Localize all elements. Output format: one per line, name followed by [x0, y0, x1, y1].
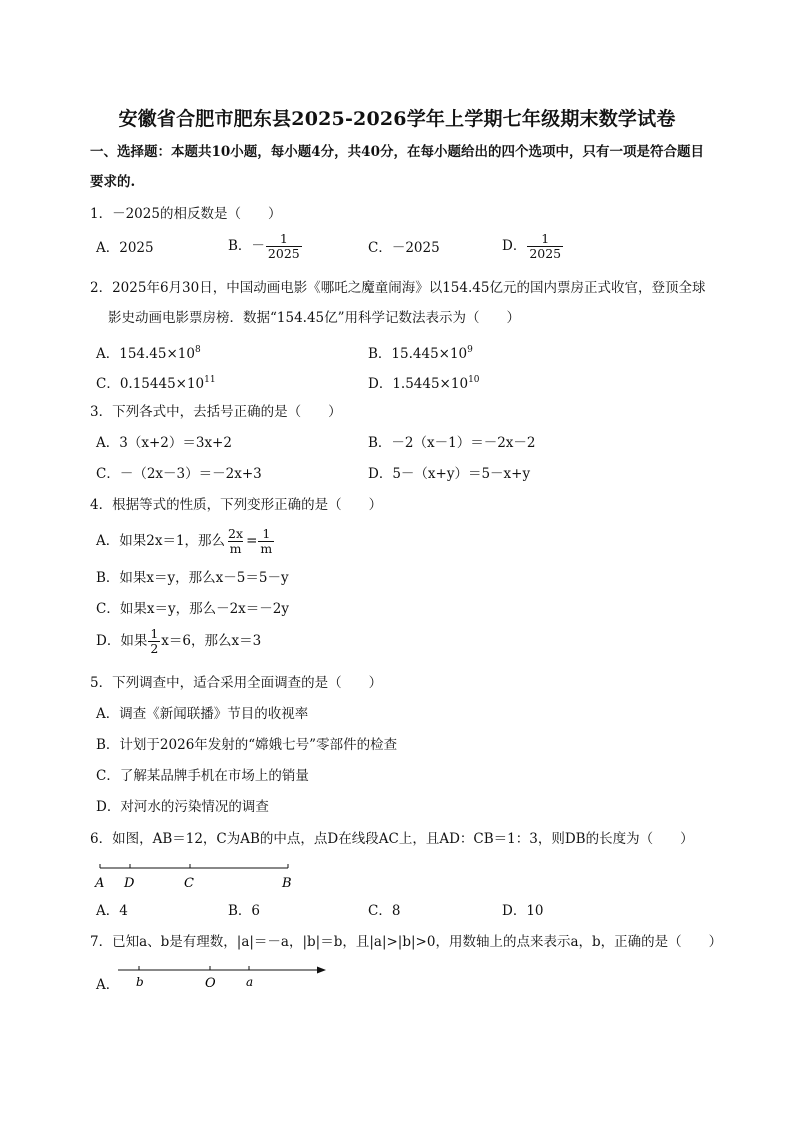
q7-number-line-a	[116, 962, 331, 992]
exponent: 9	[467, 345, 473, 355]
fraction-numerator: 1	[541, 231, 550, 246]
q4-option-d-fraction	[148, 627, 160, 656]
q5-option-d: D．对河水的污染情况的调查	[96, 799, 269, 815]
q2-option-a-text: A．154.45×10	[96, 346, 195, 362]
section-heading-cont: 要求的.	[90, 174, 136, 190]
point-label-b: b	[136, 975, 144, 989]
q1-option-b-fraction	[266, 232, 302, 261]
q3-option-c: C．－（2x－3）＝－2x+3	[96, 466, 262, 482]
fraction-denominator: 2025	[529, 246, 562, 261]
q6-option-a: A．4	[96, 903, 128, 919]
q7-option-a-label: A．	[96, 977, 120, 993]
q5-option-b: B．计划于2026年发射的“嫦娥七号”零部件的检查	[96, 737, 398, 753]
q6-option-d: D．10	[502, 903, 544, 919]
q3-stem: 3．下列各式中，去括号正确的是（ ）	[90, 404, 342, 420]
q1-option-b-label: B．－	[228, 238, 265, 254]
q4-option-c: C．如果x＝y，那么－2x＝－2y	[96, 601, 289, 617]
q1-option-a: A．2025	[96, 240, 154, 256]
arrow-icon	[317, 967, 326, 974]
fraction-denominator: 2	[150, 641, 159, 656]
q1-option-c: C．－2025	[368, 240, 440, 256]
fraction-numerator: 1	[150, 626, 159, 641]
q2-option-c	[96, 370, 216, 394]
q4-option-a-text: A．如果2x＝1，那么	[96, 533, 226, 549]
q4-option-d-suffix: x＝6，那么x＝3	[161, 633, 262, 649]
point-label-a: a	[246, 975, 254, 989]
q1-option-d	[502, 232, 564, 261]
q5-stem: 5．下列调查中，适合采用全面调查的是（ ）	[90, 675, 383, 691]
q2-option-a	[96, 340, 201, 364]
q4-option-d-text: D．如果	[96, 633, 148, 649]
fraction-numerator: 1	[262, 526, 271, 541]
q6-segment-figure	[90, 858, 310, 892]
exponent: 10	[468, 375, 480, 385]
q3-option-a: A．3（x+2）＝3x+2	[96, 435, 232, 451]
q5-option-c: C．了解某品牌手机在市场上的销量	[96, 768, 309, 784]
q6-option-b: B．6	[228, 903, 261, 919]
q7-stem: 7．已知a、b是有理数，|a|＝－a，|b|＝b，且|a|>|b|>0，用数轴上的点来表示a，b，正确的是（ ）	[90, 934, 723, 950]
q1-stem: 1．－2025的相反数是（ ）	[90, 206, 282, 222]
q4-option-a-fraction-1	[226, 527, 245, 556]
q4-option-d	[96, 627, 261, 656]
fraction-denominator: m	[260, 541, 273, 556]
exponent: 8	[194, 345, 201, 355]
q5-option-a: A．调查《新闻联播》节目的收视率	[96, 706, 309, 722]
fraction-numerator: 2x	[228, 526, 244, 541]
page-title: 安徽省合肥市肥东县2025-2026学年上学期七年级期末数学试卷	[118, 108, 676, 130]
q2-stem-line2: 影史动画电影票房榜．数据“154.45亿”用科学记数法表示为（ ）	[108, 310, 521, 326]
point-label-b: B	[282, 876, 292, 891]
q4-option-b: B．如果x＝y，那么x－5＝5－y	[96, 570, 289, 586]
q1-option-d-label: D．	[502, 238, 527, 254]
exponent: 11	[204, 375, 216, 385]
point-label-a: A	[95, 876, 105, 891]
fraction-denominator: m	[229, 541, 242, 556]
q3-option-d: D．5－（x+y）＝5－x+y	[368, 466, 531, 482]
point-label-d: D	[124, 876, 135, 891]
q2-option-b	[368, 340, 473, 364]
q6-option-c: C．8	[368, 903, 401, 919]
point-label-c: C	[184, 876, 194, 891]
q2-stem-line1: 2．2025年6月30日，中国动画电影《哪吒之魔童闹海》以154.45亿元的国内票房正式收官，登顶全球	[90, 280, 706, 296]
q4-option-a-fraction-2	[258, 527, 274, 556]
fraction-numerator: 1	[279, 231, 288, 246]
q6-stem: 6．如图，AB＝12，C为AB的中点，点D在线段AC上，且AD：CB＝1：3，则DB的长度为（ ）	[90, 831, 694, 847]
q4-option-a	[96, 527, 275, 556]
q4-stem: 4．根据等式的性质，下列变形正确的是（ ）	[90, 497, 383, 513]
point-label-origin: O	[205, 976, 216, 991]
q1-option-b	[228, 232, 303, 261]
fraction-denominator: 2025	[267, 246, 300, 261]
q1-option-d-fraction	[527, 232, 563, 261]
q2-option-c-text: C．0.15445×10	[96, 376, 205, 392]
q3-option-b: B．－2（x－1）＝－2x－2	[368, 435, 536, 451]
q2-option-d-text: D．1.5445×10	[368, 376, 469, 392]
section-heading: 一、选择题：本题共10小题，每小题4分，共40分，在每小题给出的四个选项中，只有一项是符合题目	[90, 144, 704, 160]
q2-option-b-text: B．15.445×10	[368, 346, 468, 362]
q2-option-d	[368, 370, 480, 394]
equals-sign: =	[246, 533, 258, 549]
